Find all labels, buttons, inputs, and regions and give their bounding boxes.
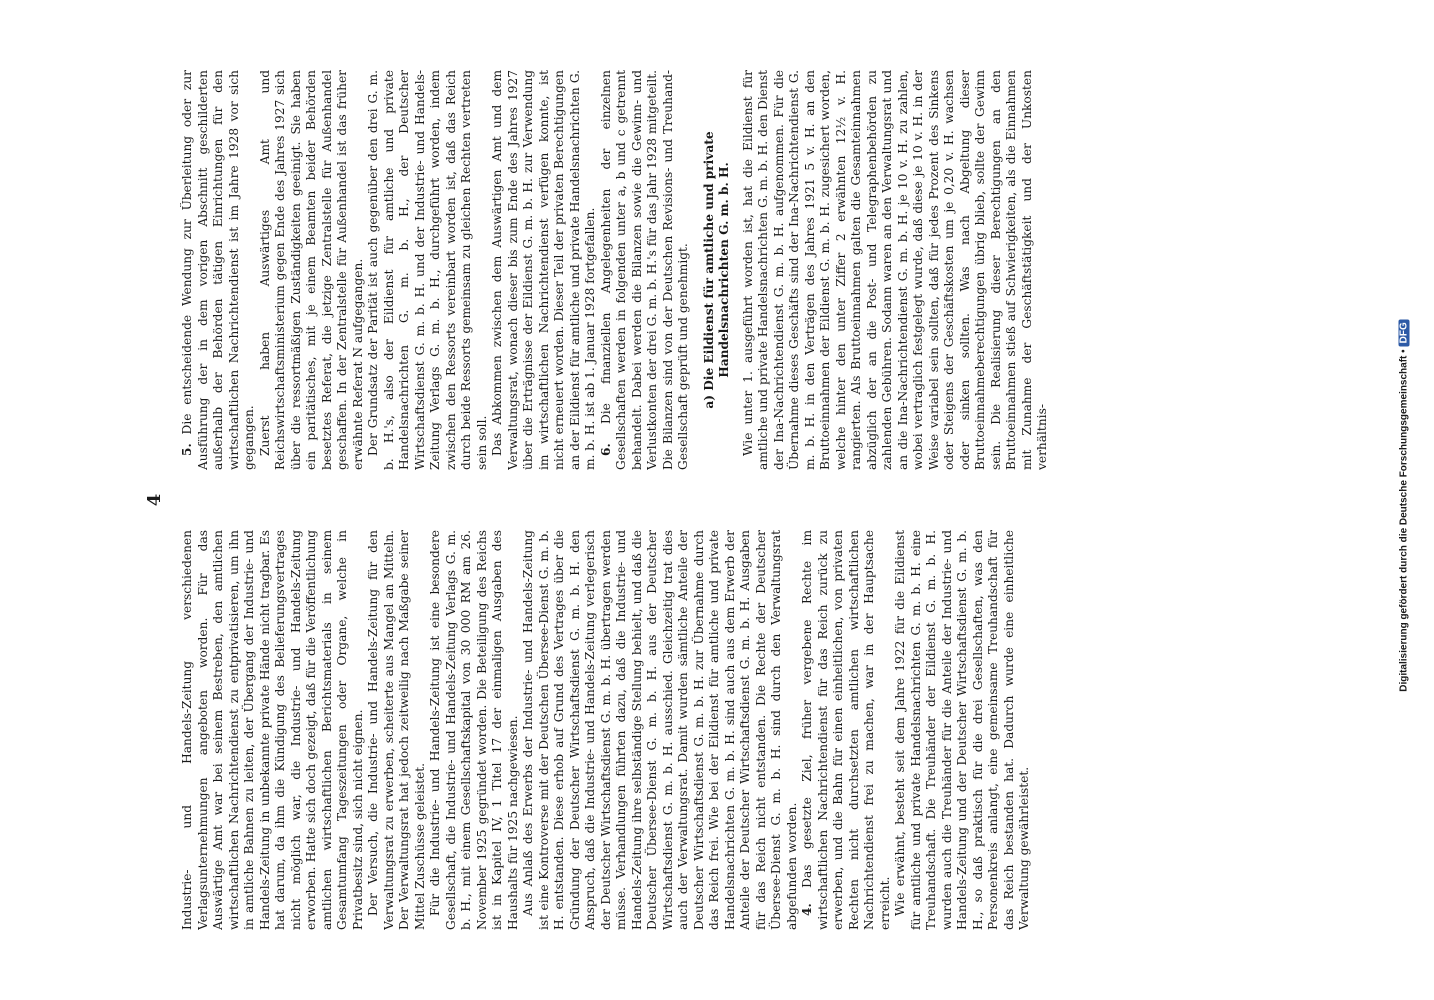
paragraph <box>428 530 521 930</box>
paragraph <box>599 70 692 470</box>
paragraph-text: Der Grundsatz der Parität ist auch gegenüber den drei G. m. b. H.'s, also der Eildienst für amtliche und private Handelsnachrichten G. m. b. H., der Deutscher Wirtschaftsdienst G. m. b. H. und der Industrie- und Handels-Zeitung Verlags G. m. b. H., durchgeführt worden, indem zwischen den Ressorts vereinbart worden ist, daß das Reich durch beide Ressorts gemeinsam zu gleichen Rechten vertreten sein soll. <box>366 70 489 470</box>
paragraph <box>741 70 1051 470</box>
section-number: 6. <box>598 443 613 456</box>
paragraph-text: Aus Anlaß des Erwerbs der Industrie- und Handels-Zeitung ist eine Kontroverse mit der Deutschen Übersee-Dienst G. m. b. H. entstanden. Diese erhob auf Grund des Vertrages über die Gründung der Deutscher Wirtschaftsdienst G. m. b. H. den Anspruch, daß die Industrie- und Handels-Zeitung verlegerisch der Deutscher Wirtschaftsdienst G. m. b. H. übertragen werden müsse. Verhandlungen führten dazu, daß die Industrie- und Handels-Zeitung ihre selbständige Stellung behielt, und daß die Deutscher Übersee-Dienst G. m. b. H. aus der Deutscher Wirtschaftsdienst G. m. b. H. ausschied. Gleichzeitig trat dies auch der Verwaltungsrat. Damit wurden sämtliche Anteile der Deutscher Wirtschaftsdienst G. m. b. H. zur Übernahme durch das Reich frei. Wie bei der Eildienst für amtliche und private Handelsnachrichten G. m. b. H. sind auch aus dem Erwerb der Anteile der Deutscher Wirtschaftsdienst G. m. b. H. Ausgaben für das Reich nicht entstanden. Die Rechte der Deutscher Übersee-Dienst G. m. b. H. sind durch den Verwaltungsrat abgefunden worden. <box>521 530 799 930</box>
paragraph-text: Die entscheidende Wendung zur Überleitung oder zur Ausführung der in dem vorigen Abschnitt geschilderten außerhalb der Behörden tätigen Einrichtungen für den wirtschaftlichen Nachrichtendienst ist im Jahre 1928 vor sich gegangen. <box>180 70 256 470</box>
paragraph-text: Der Versuch, die Industrie- und Handels-Zeitung für den Verwaltungsrat zu erwerben, scheiterte aus Mangel an Mitteln. Der Verwaltungsrat hat jedoch zeitweilig nach Maßgabe seiner Mittel Zuschüsse geleistet. <box>366 530 427 930</box>
digitization-credit <box>1399 96 1410 916</box>
paragraph-text: Für die Industrie- und Handels-Zeitung ist eine besondere Gesellschaft, die Industrie- und Handels-Zeitung Verlags G. m. b. H., mit einem Gesellschaftskapital von 30 000 RM am 26. November 1925 gegründet worden. Die Beteiligung des Reichs ist in Kapitel IV, 1 Titel 17 der einmaligen Ausgaben des Haushalts für 1925 nachgewiesen. <box>428 530 520 930</box>
paragraph <box>521 530 800 930</box>
left-text-column <box>180 530 1260 930</box>
paragraph <box>490 70 599 470</box>
paragraph <box>180 70 258 470</box>
section-number: 4. <box>800 903 814 916</box>
paragraph <box>258 70 367 470</box>
paragraph <box>800 530 893 930</box>
paragraph-text: Die finanziellen Angelegenheiten der einzelnen Gesellschaften werden in folgenden unter a, b und c getrennt behandelt. Dabei werden die Bilanzen sowie die Gewinn- und Verlustkonten der drei G. m. b. H.'s für das Jahr 1928 mitgeteilt. Die Bilanzen sind von der Deutschen Revisions- und Treuhand-Gesellschaft geprüft und genehmigt. <box>598 70 690 470</box>
right-text-column <box>180 70 1260 470</box>
dfg-logo: DFG <box>1399 319 1410 346</box>
paragraph <box>366 70 490 470</box>
section-heading: a) Die Eildienst für amtliche und private Handelsnachrichten G. m. b. H. <box>701 131 731 409</box>
paragraph-text: Zuerst haben Auswärtiges Amt und Reichswirtschaftsministerium gegen Ende des Jahres 1927 sich über die ressortmäßigen Zuständigkeiten geeinigt. Sie haben ein paritätisches, mit je einem Beamten beider Behörden besetztes Referat, die jetzige Zentralstelle für Außenhandel geschaffen. In der Zentralstelle für Außenhandel ist das früher erwähnte Referat N aufgegangen. <box>257 70 365 470</box>
paragraph-text: Wie unter 1. ausgeführt worden ist, hat die Eildienst für amtliche und private Handelsnachrichten G. m. b. H. den Dienst der Ina-Nachrichtendienst G. m. b. H. aufgenommen. Für die Übernahme dieses Geschäfts sind der Ina-Nachrichtendienst G. m. b. H. in den Verträgen des Jahres 1921 5 v. H. an den Bruttoeinnahmen der Eildienst G. m. b. H. zugesichert worden, welche hinter den unter Ziffer 2 erwähnten 12½ v. H. rangierten. Als Bruttoeinnahmen galten die Gesamteinnahmen abzüglich der an die Post- und Telegraphenbehörden zu zahlenden Gebühren. Sodann waren an den Verwaltungsrat und an die Ina-Nachrichtendienst G. m. b. H. je 10 v. H. zu zahlen, wobei vertraglich festgelegt wurde, daß diese je 10 v. H. in der Weise variabel sein sollten, daß für jedes Prozent des Sinkens oder Steigens der Geschäftskosten um je 0,20 v. H. wachsen oder sinken sollten. Was nach Abgeltung dieser Bruttoeinnahmeberechtigungen übrig blieb, sollte der Gewinn sein. Die Realisierung dieser Berechtigungen an den Bruttoeinnahmen stieß auf Schwierigkeiten, als die Einnahmen mit Zunahme der Geschäftstätigkeit und der Unkosten verhältnis- <box>740 70 1049 470</box>
paragraph-text: Das Abkommen zwischen dem Auswärtigen Amt und dem Verwaltungsrat, wonach dieser bis zum Ende des Jahres 1927 über die Erträgnisse der Eildienst G. m. b. H. zur Verwendung im wirtschaftlichen Nachrichtendienst verfügen konnte, ist nicht erneuert worden. Dieser Teil der privaten Berechtigungen an der Eildienst für amtliche und private Handelsnachrichten G. m. b. H. ist ab 1. Januar 1928 fortgefallen. <box>490 70 597 470</box>
paragraph-text: Industrie- und Handels-Zeitung verschiedenen Verlagsunternehmungen angeboten worden. Für das Auswärtige Amt war bei seinem Bestreben, den amtlichen wirtschaftlichen Nachrichtendienst zu entprivatisieren, um ihn in amtliche Bahnen zu leiten, der Übergang der Industrie- und Handels-Zeitung in unbekannte private Hände nicht tragbar. Es hat darum, da ihm die Kündigung des Belieferungsvertrages nicht möglich war, die Industrie- und Handels-Zeitung erworben. Hatte sich doch gezeigt, daß für die Veröffentlichung amtlichen wirtschaftlichen Berichtsmaterials in seinem Gesamtumfang Tageszeitungen oder Organe, welche in Privatbesitz sind, sich nicht eignen. <box>180 530 365 930</box>
paragraph-text: Das gesetzte Ziel, früher vergebene Rechte im wirtschaftlichen Nachrichtendienst für das Reich zurück zu erwerben, und die Bahn für einen einheitlichen, von privaten Rechten nicht durchsetzten amtlichen wirtschaftlichen Nachrichtendienst frei zu machen, war in der Hauptsache erreicht. <box>800 530 892 930</box>
paragraph <box>180 530 366 930</box>
paragraph-text: Wie erwähnt, besteht seit dem Jahre 1922 für die Eildienst für amtliche und private Handelsnachrichten G. m. b. H. eine Treuhandschaft. Die Treuhänder der Eildienst G. m. b. H. wurden auch die Treuhänder für die Anteile der Industrie- und Handels-Zeitung und der Deutscher Wirtschaftsdienst G. m. b. H., so daß praktisch für die drei Gesellschaften, was den Personenkreis anlangt, eine gemeinsame Treuhandschaft für das Reich bestanden hat. Dadurch wurde eine einheitliche Verwaltung gewährleistet. <box>893 530 1031 930</box>
section-number: 5. <box>180 443 194 456</box>
rotated-document-page <box>140 60 1280 940</box>
paragraph <box>893 530 1033 930</box>
paragraph <box>366 530 428 930</box>
page-number: 4 <box>144 493 165 507</box>
credit-text: Digitalisierung gefördert durch die Deutsche Forschungsgemeinschaft • <box>1398 349 1410 692</box>
